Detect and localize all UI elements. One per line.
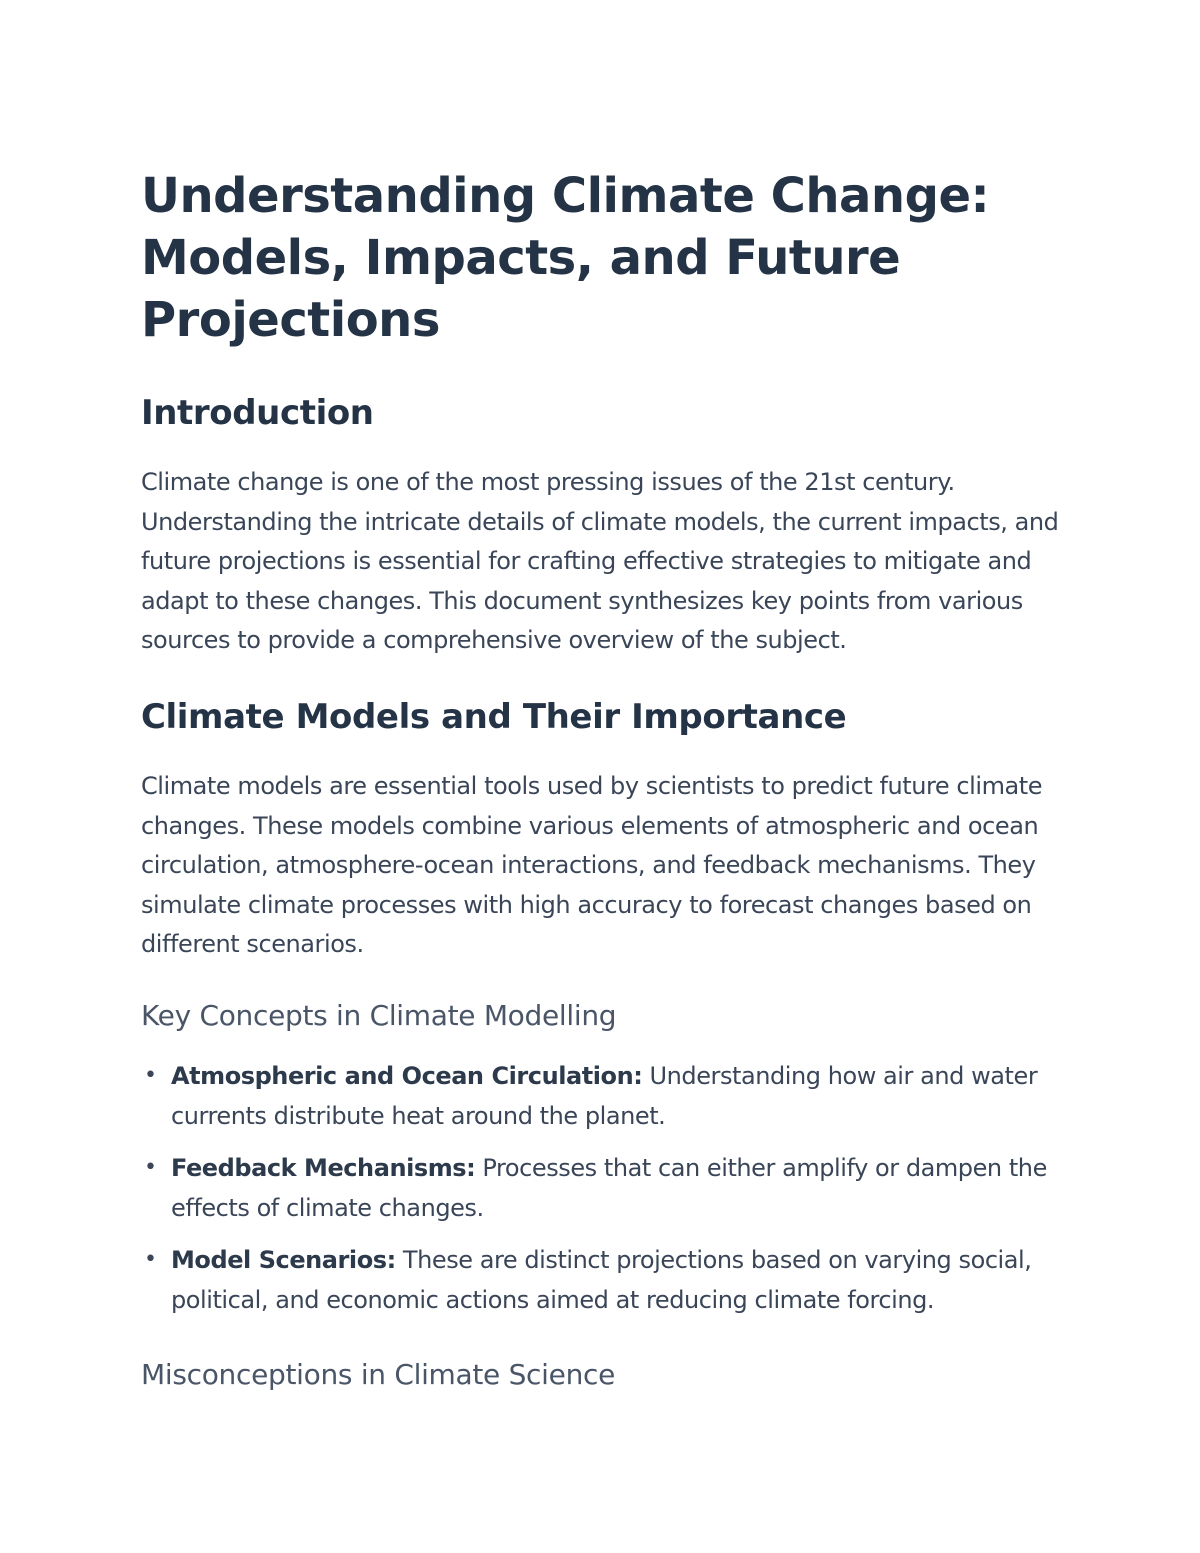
bullet-icon: • <box>144 1062 157 1088</box>
climate-models-heading: Climate Models and Their Importance <box>141 696 847 737</box>
key-concepts-heading: Key Concepts in Climate Modelling <box>141 998 617 1032</box>
bullet-icon: • <box>144 1246 157 1272</box>
introduction-paragraph: Climate change is one of the most pressing issues of the 21st century. Understanding the intricate details of climate models, the current impacts, and future projections is essential for crafting effective strategies to mitigate and adapt to these changes. This document synthesizes key points from various sources to provide a comprehensive overview of the subject. <box>141 468 1059 655</box>
introduction-heading: Introduction <box>141 393 374 433</box>
list-item-description: Processes that can either amplify or dampen the effects of climate changes. <box>171 1153 1047 1222</box>
list-item <box>141 1240 1071 1320</box>
list-item-term: Model Scenarios: <box>171 1245 396 1274</box>
list-item-description: Understanding how air and water currents distribute heat around the planet. <box>171 1061 1038 1130</box>
bullet-icon: • <box>144 1154 157 1180</box>
misconceptions-heading: Misconceptions in Climate Science <box>141 1357 616 1391</box>
list-item-term: Feedback Mechanisms: <box>171 1153 476 1182</box>
document-page <box>141 165 1071 1391</box>
document-title: Understanding Climate Change: Models, Impacts, and Future Projections <box>141 168 990 348</box>
list-item <box>141 1148 1071 1228</box>
list-item-description: These are distinct projections based on varying social, political, and economic actions aimed at reducing climate forcing. <box>171 1245 1032 1314</box>
list-item-term: Atmospheric and Ocean Circulation: <box>171 1061 643 1090</box>
list-item <box>141 1056 1071 1136</box>
climate-models-paragraph: Climate models are essential tools used by scientists to predict future climate changes. These models combine various elements of atmospheric and ocean circulation, atmosphere-ocean interactions, and feedback mechanisms. They simulate climate processes with high accuracy to forecast changes based on different scenarios. <box>141 771 1043 959</box>
key-concepts-list <box>141 1056 1071 1320</box>
